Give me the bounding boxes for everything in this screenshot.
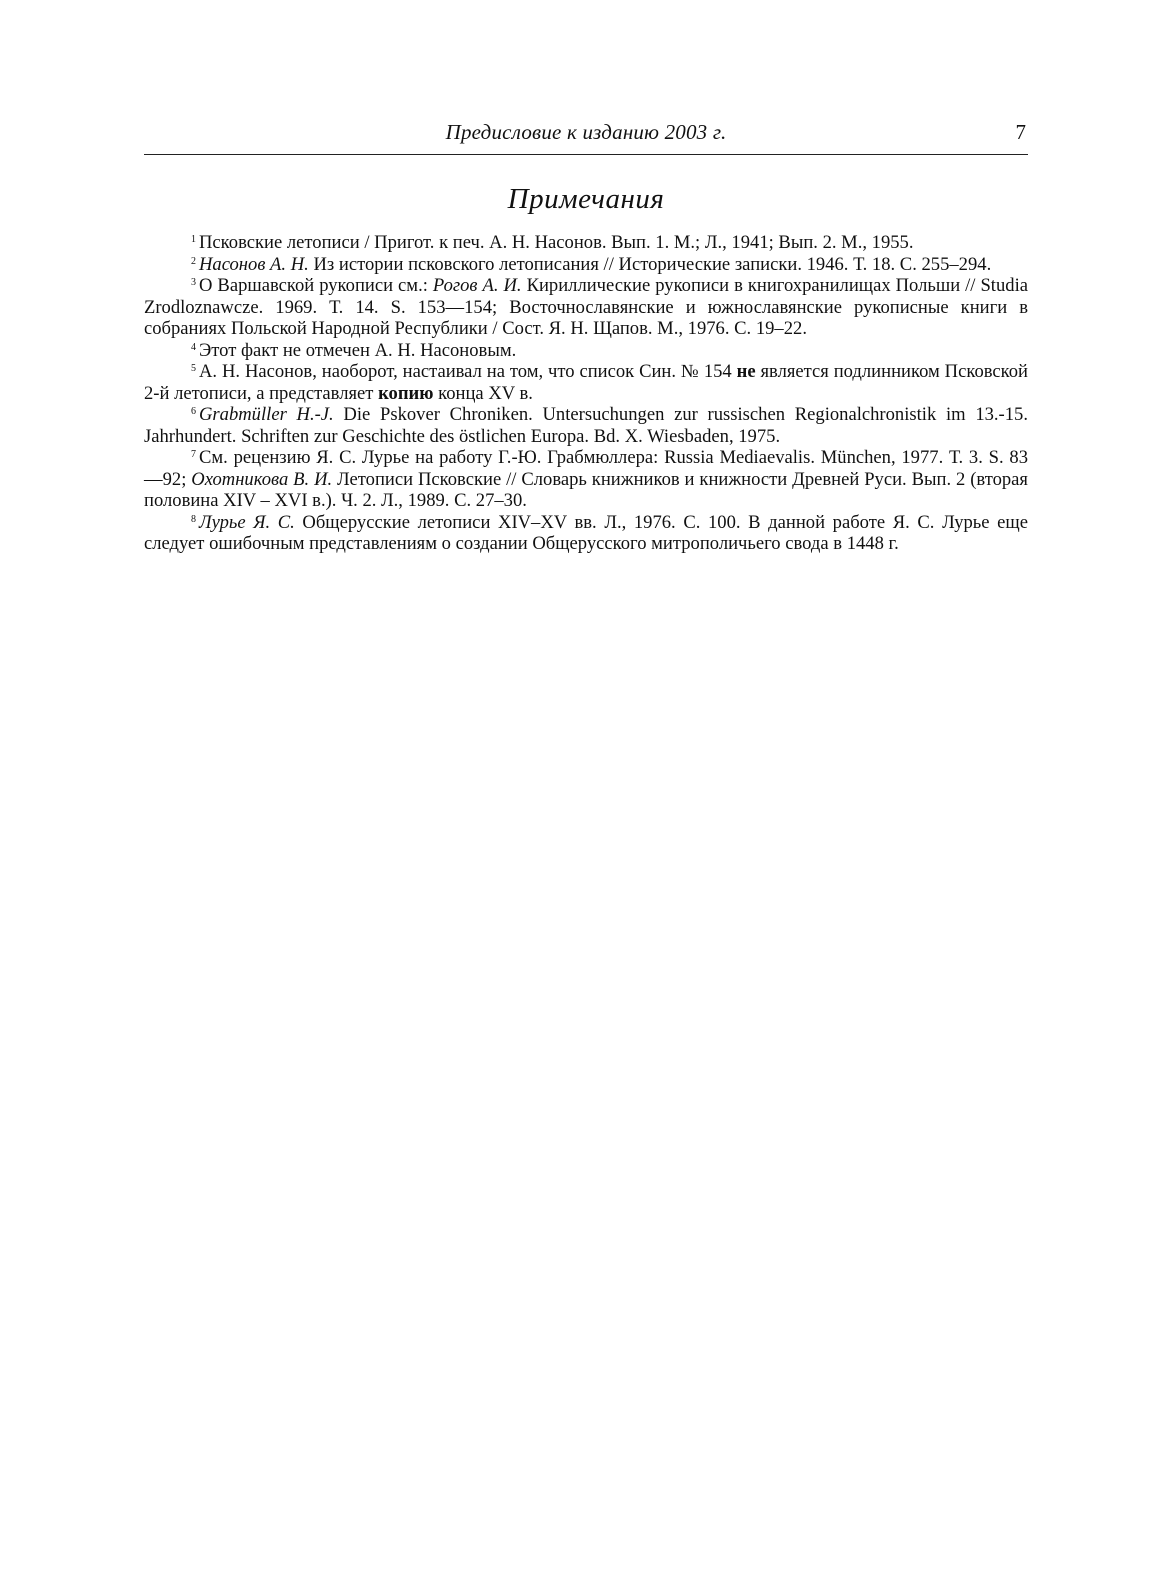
note-8	[144, 512, 1028, 555]
note-text-segment: Из истории псковского летописания // Исторические записки. 1946. Т. 18. С. 255–294.	[308, 253, 992, 275]
note-number: 2	[191, 255, 196, 267]
note-text-segment: Общерусские летописи XIV–XV вв. Л., 1976. С. 100. В данной работе Я. С. Лурье еще следует ошибочным представлениям о создании Общерусского митрополичьего свода в 1448 г.	[144, 511, 1028, 554]
page-number: 7	[1015, 120, 1026, 144]
note-text-segment: конца XV в.	[433, 382, 533, 404]
note-text-segment: О Варшавской рукописи см.:	[199, 275, 433, 296]
note-3	[144, 275, 1028, 340]
note-text-segment: См. рецензию Я. С. Лурье на работу Г.-Ю. Грабмюллера: Russia Mediaevalis. München, 1977. Т. 3. S. 83—92;	[144, 447, 1028, 490]
note-4	[144, 340, 1028, 362]
note-number: 5	[191, 363, 196, 374]
note-number: 6	[191, 406, 196, 417]
note-number: 8	[191, 513, 196, 525]
note-text-segment: Насонов А. Н.	[199, 253, 309, 275]
note-7	[144, 447, 1028, 512]
running-header	[144, 118, 1028, 155]
note-number: 1	[191, 234, 196, 245]
note-5	[144, 361, 1028, 404]
note-2	[144, 254, 1028, 276]
note-text-segment: Die Pskover Chroniken. Untersuchungen zur russischen Regionalchronistik im 13.-15. Jahrhundert. Schriften zur Geschichte des östlichen Europa. Bd. X. Wiesbaden, 1975.	[144, 404, 1028, 447]
note-text-segment: копию	[378, 382, 434, 404]
note-text-segment: не	[736, 361, 756, 382]
note-text-segment: Grabmüller H.-J.	[199, 404, 334, 425]
note-text-segment: Псковские летописи / Пригот. к печ. А. Н. Насонов. Вып. 1. М.; Л., 1941; Вып. 2. М., 1955.	[199, 232, 914, 253]
note-text-segment: А. Н. Насонов, наоборот, настаивал на том, что список Син. № 154	[199, 361, 737, 382]
document-page	[144, 0, 1028, 1588]
note-text-segment: Этот факт не отмечен А. Н. Насоновым.	[199, 339, 517, 361]
note-text-segment: является подлинником Псковской 2-й летописи, а представляет	[144, 361, 1028, 404]
note-6	[144, 404, 1028, 447]
notes-list	[144, 232, 1028, 555]
note-1	[144, 232, 1028, 254]
note-text-segment: Летописи Псковские // Словарь книжников и книжности Древней Руси. Вып. 2 (вторая половина XIV – XVI в.). Ч. 2. Л., 1989. С. 27–30.	[144, 468, 1028, 511]
note-text-segment: Лурье Я. С.	[199, 511, 295, 533]
note-number: 7	[191, 449, 196, 460]
running-title: Предисловие к изданию 2003 г.	[445, 120, 727, 144]
note-number: 3	[191, 277, 196, 288]
note-text-segment: Охотникова В. И.	[191, 468, 333, 490]
note-number: 4	[191, 341, 196, 353]
section-title: Примечания	[507, 183, 665, 215]
note-text-segment: Кириллические рукописи в книгохранилищах Польши // Studia Zrodloznawcze. 1969. Т. 14. S. 153—154; Восточнославянские и южнославянские рукописные книги в собраниях Польской Народной Республики / Сост. Я. Н. Щапов. М., 1976. С. 19–22.	[144, 275, 1028, 339]
note-text-segment: Рогов А. И.	[432, 275, 522, 296]
